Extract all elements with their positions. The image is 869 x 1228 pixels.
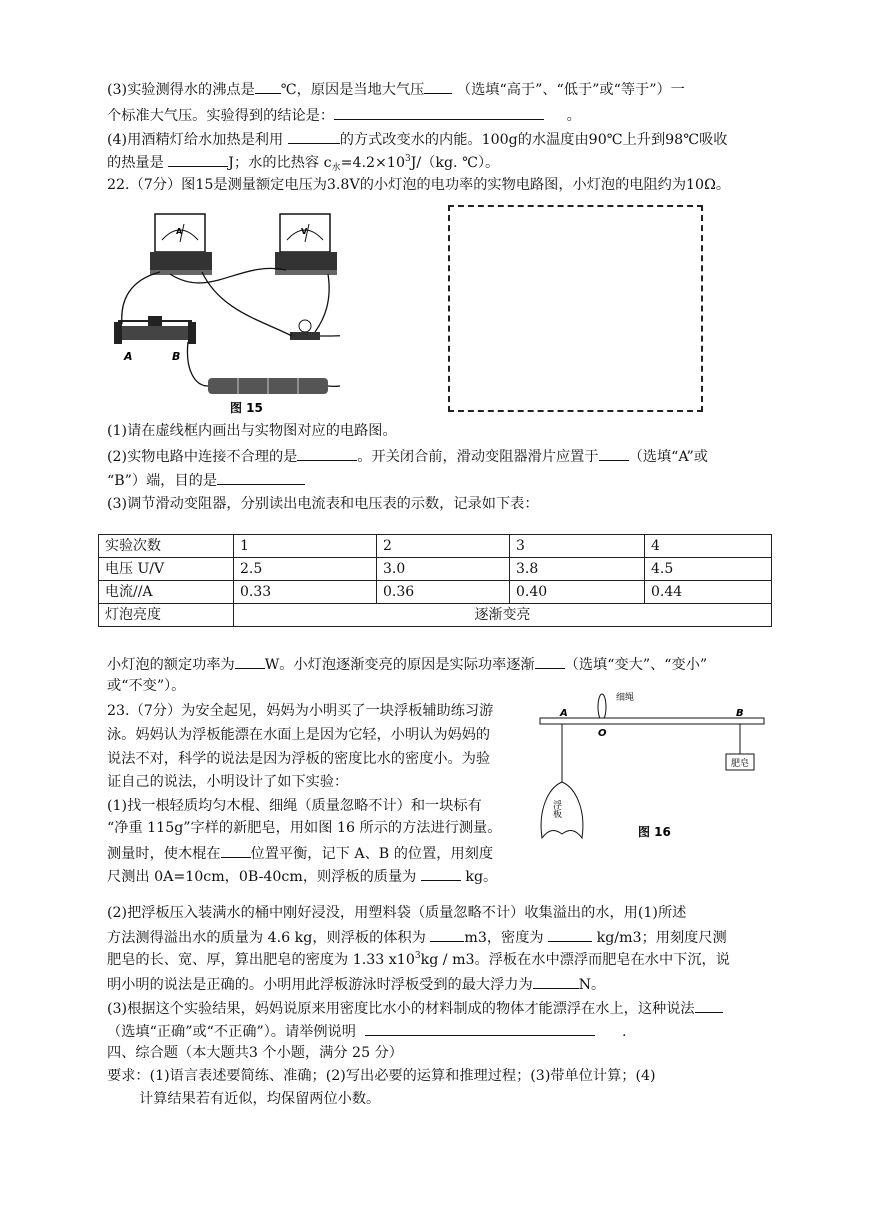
table-cell: 灯泡亮度 xyxy=(99,604,234,627)
q22-after-line2: 或“不变”）。 xyxy=(107,678,186,694)
q21-line-3a xyxy=(107,78,685,100)
q21-line-4a xyxy=(107,128,727,150)
blank-slider-end[interactable] xyxy=(599,445,629,461)
text: W。小灯泡逐渐变亮的原因是实际功率逐渐 xyxy=(264,657,535,673)
section4-req2: 计算结果若有近似，均保留两位小数。 xyxy=(139,1091,381,1107)
subscript: 水 xyxy=(331,163,341,173)
label-board: 浮板 xyxy=(551,800,561,818)
q22-header: 22.（7分）图15是测量额定电压为3.8V的小灯泡的电功率的实物电路图，小灯泡的电阻约为10Ω。 xyxy=(107,177,731,193)
text: 的方式改变水的内能。100g的水温度由90℃上升到98℃吸收 xyxy=(339,132,728,148)
text: 肥皂的长、宽、厚，算出肥皂的密度为 1.33 x10 xyxy=(107,952,415,968)
text: =4.2×10 xyxy=(340,155,405,171)
voltmeter xyxy=(275,214,337,275)
blank-balance-position[interactable] xyxy=(221,842,251,858)
blank-max-buoyancy[interactable] xyxy=(533,973,579,989)
table-cell: 2.5 xyxy=(234,558,377,581)
table-cell: 3 xyxy=(510,535,645,558)
text: (2)实物电路中连接不合理的是 xyxy=(107,449,298,465)
blank-purpose[interactable] xyxy=(217,469,305,485)
q22-s2-line2 xyxy=(107,469,305,491)
text: 。开关闭合前，滑动变阻器滑片应置于 xyxy=(357,449,599,465)
label-soap: 肥皂 xyxy=(731,759,750,769)
q23-p3-l1 xyxy=(107,997,723,1019)
blank-heat[interactable] xyxy=(168,151,228,167)
text: 明小明的说法是正确的。小明用此浮板游泳时浮板受到的最大浮力为 xyxy=(107,977,533,993)
superscript: 3 xyxy=(414,951,421,961)
text: kg。 xyxy=(465,869,498,885)
ammeter-label: A xyxy=(176,227,183,236)
text: 方法测得溢出水的质量为 4. xyxy=(107,930,282,946)
table-cell: 0.36 xyxy=(377,581,510,604)
label-b: B xyxy=(736,708,744,719)
text: (3)根据这个实验结果，妈妈说原来用密度比水小的材料制成的物体才能漂浮在水上，这种说法 xyxy=(107,1001,695,1017)
rheostat xyxy=(114,316,196,363)
ammeter xyxy=(150,214,212,275)
table-cell: 4.5 xyxy=(645,558,772,581)
blank-conclusion[interactable] xyxy=(334,104,544,120)
table-row xyxy=(99,604,772,627)
table-cell: 4 xyxy=(645,535,772,558)
superscript: 3 xyxy=(404,154,411,164)
blank-pressure[interactable] xyxy=(424,78,452,94)
q23-l7 xyxy=(107,842,493,864)
q23-l4: 证自己的说法，小明设计了如下实验： xyxy=(107,774,349,790)
text: (4)用酒精灯给水加热是利用 xyxy=(107,132,284,148)
text: 尺测出 0A=10cm，0B-40cm，则浮板的质量为 xyxy=(107,869,417,885)
table-cell: 0.40 xyxy=(510,581,645,604)
table-cell: 逐渐变亮 xyxy=(234,604,772,627)
figure-15-caption: 图 15 xyxy=(230,401,263,415)
data-table xyxy=(98,534,772,627)
text: . xyxy=(622,1024,627,1040)
figure-16-lever xyxy=(538,690,768,850)
q22-s2-line1 xyxy=(107,445,708,467)
q21-line-4b xyxy=(107,151,499,173)
blank-power-change[interactable] xyxy=(535,653,565,669)
text: N。 xyxy=(578,977,606,993)
blank-example[interactable] xyxy=(365,1020,595,1036)
table-cell: 0.33 xyxy=(234,581,377,604)
text: 位置平衡，记下 A、B 的位置，用刻度 xyxy=(250,846,494,862)
label-a: A xyxy=(124,350,133,363)
blank-boiling-point[interactable] xyxy=(255,78,281,94)
text: （选填“A”或 xyxy=(628,449,708,465)
table-cell: 电流//A xyxy=(99,581,234,604)
drawing-box[interactable] xyxy=(448,205,703,412)
bulb xyxy=(290,320,320,340)
text: m3，密度为 xyxy=(464,930,544,946)
text: J/（kg. ℃）。 xyxy=(410,155,500,171)
blank-density[interactable] xyxy=(548,926,592,942)
blank-rated-power[interactable] xyxy=(235,653,265,669)
voltmeter-label: V xyxy=(301,227,308,236)
table-cell: 0.44 xyxy=(645,581,772,604)
figure-16-caption: 图 16 xyxy=(638,825,671,839)
text: （选填“正确”或“不正确”）。请举例说明 xyxy=(107,1024,356,1040)
stick xyxy=(540,718,764,724)
battery xyxy=(208,378,328,394)
text: 。 xyxy=(566,108,581,124)
text: (3)实验测得水的沸点是 xyxy=(107,82,255,98)
blank-volume[interactable] xyxy=(430,926,464,942)
q23-p3-l2 xyxy=(107,1020,627,1042)
float-board xyxy=(541,782,583,838)
table-row xyxy=(99,558,772,581)
table-cell: 2 xyxy=(377,535,510,558)
blank-board-mass[interactable] xyxy=(421,865,461,881)
q23-p2-l1: (2)把浮板压入装满水的桶中刚好浸没，用塑料袋（质量忽略不计）收集溢出的水，用(1)所述 xyxy=(107,905,687,921)
section4-req1: 要求：(1)语言表述要简练、准确；(2)写出必要的运算和推理过程；(3)带单位计算；(4) xyxy=(107,1068,656,1084)
blank-method[interactable] xyxy=(288,128,340,144)
q21-line-3b xyxy=(107,104,581,126)
text: 测量时，使木棍在 xyxy=(107,846,221,862)
q23-l5: (1)找一根轻质均匀木棍、细绳（质量忽略不计）和一块标有 xyxy=(107,798,482,814)
table-cell: 电压 U/V xyxy=(99,558,234,581)
rope-loop xyxy=(598,694,606,720)
text: kg / m3。浮板在水中漂浮而肥皂在水中下沉，说 xyxy=(420,952,730,968)
table-cell: 3.0 xyxy=(377,558,510,581)
text: “B”）端，目的是 xyxy=(107,473,218,489)
table-cell: 3.8 xyxy=(510,558,645,581)
table-row xyxy=(99,581,772,604)
text: （选填“高于”、“低于”或“等于”）一 xyxy=(456,82,685,98)
text: kg/m3；用刻度尺测 xyxy=(596,930,727,946)
text: ℃，原因是当地大气压 xyxy=(280,82,425,98)
q23-l1: 23.（7分）为安全起见，妈妈为小明买了一块浮板辅助练习游 xyxy=(107,703,494,719)
text: 的热量是 xyxy=(107,155,164,171)
q23-p2-l4 xyxy=(107,973,605,995)
q22-s1: (1)请在虚线框内画出与实物图对应的电路图。 xyxy=(107,423,397,439)
q23-l3: 说法不对，科学的说法是因为浮板的密度比水的密度小。为验 xyxy=(107,751,491,767)
text: 个标准大气压。实验得到的结论是： xyxy=(107,108,335,124)
blank-improper-connection[interactable] xyxy=(297,445,357,461)
q23-l6: “净重 115g”字样的新肥皂，用如图 16 所示的方法进行测量。 xyxy=(107,820,502,836)
q23-p2-l2 xyxy=(107,926,727,948)
figure-15-circuit xyxy=(110,200,340,420)
label-rope: 细绳 xyxy=(616,693,635,703)
q23-l8 xyxy=(107,865,497,887)
blank-correctness[interactable] xyxy=(695,997,723,1013)
label-o: O xyxy=(598,728,607,739)
q23-p2-l3 xyxy=(107,950,730,970)
table-cell: 1 xyxy=(234,535,377,558)
text: J；水的比热容 c xyxy=(228,155,332,171)
q23-l2: 泳。妈妈认为浮板能漂在水面上是因为它轻，小明认为妈妈的 xyxy=(107,727,491,743)
q22-s3: (3)调节滑动变阻器，分别读出电流表和电压表的示数，记录如下表： xyxy=(107,496,539,512)
table-row xyxy=(99,535,772,558)
label-a: A xyxy=(560,708,568,719)
q22-after-line1 xyxy=(107,653,707,675)
text: 6 kg，则浮板的体积为 xyxy=(281,930,426,946)
text: （选填“变大”、“变小” xyxy=(564,657,708,673)
text: 小灯泡的额定功率为 xyxy=(107,657,235,673)
table-cell: 实验次数 xyxy=(99,535,234,558)
section4-title: 四、综合题（本大题共3 个小题，满分 25 分） xyxy=(107,1045,403,1061)
label-b: B xyxy=(172,350,181,363)
